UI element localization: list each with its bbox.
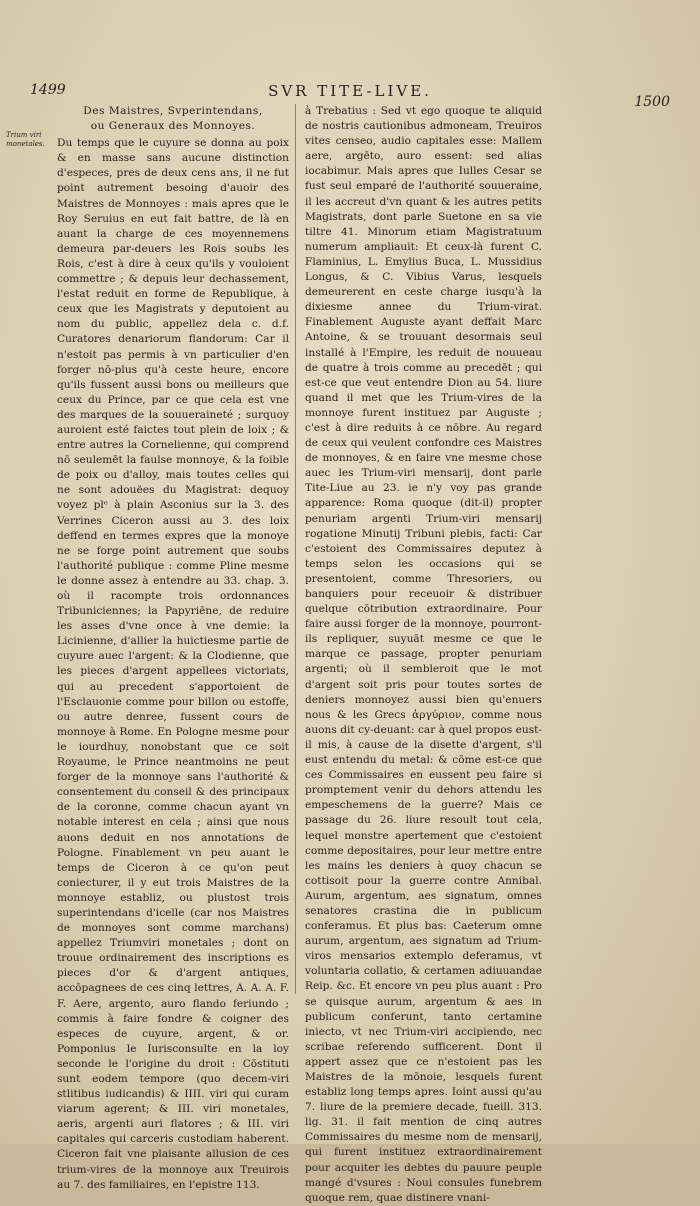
left-column [57,104,289,1193]
right-column [305,104,542,1206]
page-number-right: 1500 [634,94,670,110]
page-header [30,82,670,110]
left-column-text: Du temps que le cuyure se donna au poix & en masse sans aucune distinction d'especes, pres de deux cens ans, il ne fut point autrement besoing d'auoir des Maistres de Monnoyes : mais apres que le Roy Seruius en eut fait battre, de là en auant la charge de ces moyennemens demeura par-deuers les Rois soubs les Rois, c'est à dire à ceux qu'ils y vouloient commettre ; & depuis leur dechassement, l'estat reduit en forme de Republique, à ceux que les Magistrats y deputoient au nom du public, appellez dela c. d.f. Curatores denariorum flandorum: Car il n'estoit pas permis à vn particulier d'en forger nō-plus qu'à ceste heure, encore qu'ils fussent aussi bons ou meilleurs que ceux du Prince, par ce que cela est vne des marques de la souueraineté ; surquoy auroient esté faictes tout plein de loix ; & entre autres la Cornelienne, qui comprend nō seulemēt la faulse monnoye, & la foible de poix ou d'alloy, mais toutes celles qui ne sont adouëes du Magistrat: dequoy voyez plᵉ à plain Asconius sur la 3. des Verrines Ciceron aussi au 3. des loix deffend en termes expres que la monoye ne se forge point autrement que soubs l'authorité publique : comme Pline mesme le donne assez à entendre au 33. chap. 3. où il racompte trois ordonnances Tribuniciennes; la Papyriēne, de reduire les asses d'vne once à vne demie: la Licinienne, d'allier la huictiesme partie de cuyure auec l'argent: & la Clodienne, que les pieces d'argent appellees victoriats, qui au precedent s'apportoient de l'Esclauonie comme pour billon ou estoffe, ou autre denree, fussent cours de monnoye à Rome. En Pologne mesme pour le iourdhuy, nonobstant que ce soit Royaume, le Prince neantmoins ne peut forger de la monnoye sans l'authorité & consentement du conseil & des principaux de la coronne, comme chacun ayant vn notable interest en cela ; ainsi que nous auons deduit en nos annotations de Pologne. Finablement vn peu auant le temps de Ciceron à ce qu'on peut coniecturer, il y eut trois Maistres de la monnoye establiz, ou plustost trois superintendans d'icelle (car nos Maistres de monnoyes sont comme marchans) appellez Triumviri monetales ; dont on trouue ordinairement des inscriptions es pieces d'or & d'argent antiques, accōpagnees de ces cinq lettres, A. A. A. F. F. Aere, argento, auro flando feriundo ; commis à faire fondre & coigner des especes de cuyure, argent, & or. Pomponius le Iurisconsulte en la loy seconde le l'origine du droit : Cōstituti sunt eodem tempore (quo decem-viri stlitibus iudicandis) & IIII. viri qui curam viarum agerent; & III. viri monetales, aeris, argenti auri flatores ; & III. viri capitales qui carceris custodiam haberent. Ciceron fait vne plaisante allusion de ces trium-vires de la monnoye aux Treuirois au 7. des familiaires, en l'epistre 113. [57,137,289,1191]
margin-note: Trium viri monetales. [6,131,45,148]
section-title-line2: ou Generaux des Monnoyes. [90,120,256,133]
page-number-left: 1499 [30,82,66,98]
right-column-text: à Trebatius : Sed vt ego quoque te aliquid de nostris cautionibus admoneam, Treuiros vites censeo, audio capitales esse: Mallem aere, argēto, auro essent: sed alias iocabimur. Mais apres que Iulles Cesar se fust seul emparé de l'authorité souueraine, il les accreut d'vn quant & les autres petits Magistrats, dont parle Suetone en sa vie tiltre 41. Minorum etiam Magistratuum numerum ampliauit: Et ceux-là furent C. Flaminius, L. Emylius Buca, L. Mussidius Longus, & C. Vibius Varus, lesquels demeurerent en ceste charge iusqu'à la dixiesme annee du Trium-virat. Finablement Auguste ayant deffait Marc Antoine, & se trouuant desormais seul installé à l'Empire, les reduit de nouueau de quatre à trois comme au precedēt ; qui est-ce que veut entendre Dion au 54. liure quand il met que les Trium-vires de la monnoye furent instituez par Auguste ; c'est à dire reduits à ce nōbre. Au regard de ceux qui veulent confondre ces Maistres de monnoyes, & en faire vne mesme chose auec les Trium-viri mensarij, dont parle Tite-Liue au 23. ie n'y voy pas grande apparence: Roma quoque (dit-il) propter penuriam argenti Trium-viri mensarij rogatione Minutij Tribuni plebis, facti: Car c'estoient des Commissaires deputez à temps selon les occasions qui se presentoient, comme Thresoriers, ou banquiers pour receuoir & distribuer quelque cōtribution extraordinaire. Pour faire aussi forger de la monnoye, pourront-ils repliquer, suyuāt mesme ce que le marque ce passage, propter penuriam argenti; où il sembleroit que le mot d'argent soit pris pour toutes sortes de deniers monnoyez aussi bien qu'enuers nous & les Grecs ἀργύριον, comme nous auons dit cy-deuant: car à quel propos eust-il mis, à cause de la disette d'argent, s'il eust entendu du metal: & cōme est-ce que ces Commissaires en eussent peu faire si promptement venir du dehors attendu les empeschemens de la guerre? Mais ce passage du 26. liure resoult tout cela, lequel monstre apertement que c'estoient comme depositaires, pour leur mettre entre les mains les deniers à quoy chacun se cottisoit pour la guerre contre Annibal. Aurum, argentum, aes signatum, omnes senatores crastina die in publicum conferamus. Et plus bas: Caeterum omne aurum, argentum, aes signatum ad Trium-viros mensarios extemplo deferamus, vt voluntaria collatio, & certamen adiuuandae Reip. &c. Et encore vn peu plus auant : Pro se quisque aurum, argentum & aes in publicum conferunt, tanto certamine iniecto, vt nec Trium-viri accipiendo, nec scribae referendo sufficerent. Dont il appert assez que ce n'estoient pas les Maistres de la mōnoie, lesquels furent establiz long temps apres. Ioint aussi qu'au 7. liure de la premiere decade, fueill. 313. lig. 31. il fait mention de cinq autres Commissaires du mesme nom de mensarij, qui furent instituez extraordinairement pour acquiter les debtes du pauure peuple mangé d'vsures : Noui consules funebrem quoque rem, quae distinere vnani- [305,105,542,1204]
running-head: SVR TITE-LIVE. [268,82,432,100]
section-title [57,104,289,134]
column-divider [295,104,296,994]
section-title-line1: Des Maistres, Svperintendans, [83,105,263,117]
